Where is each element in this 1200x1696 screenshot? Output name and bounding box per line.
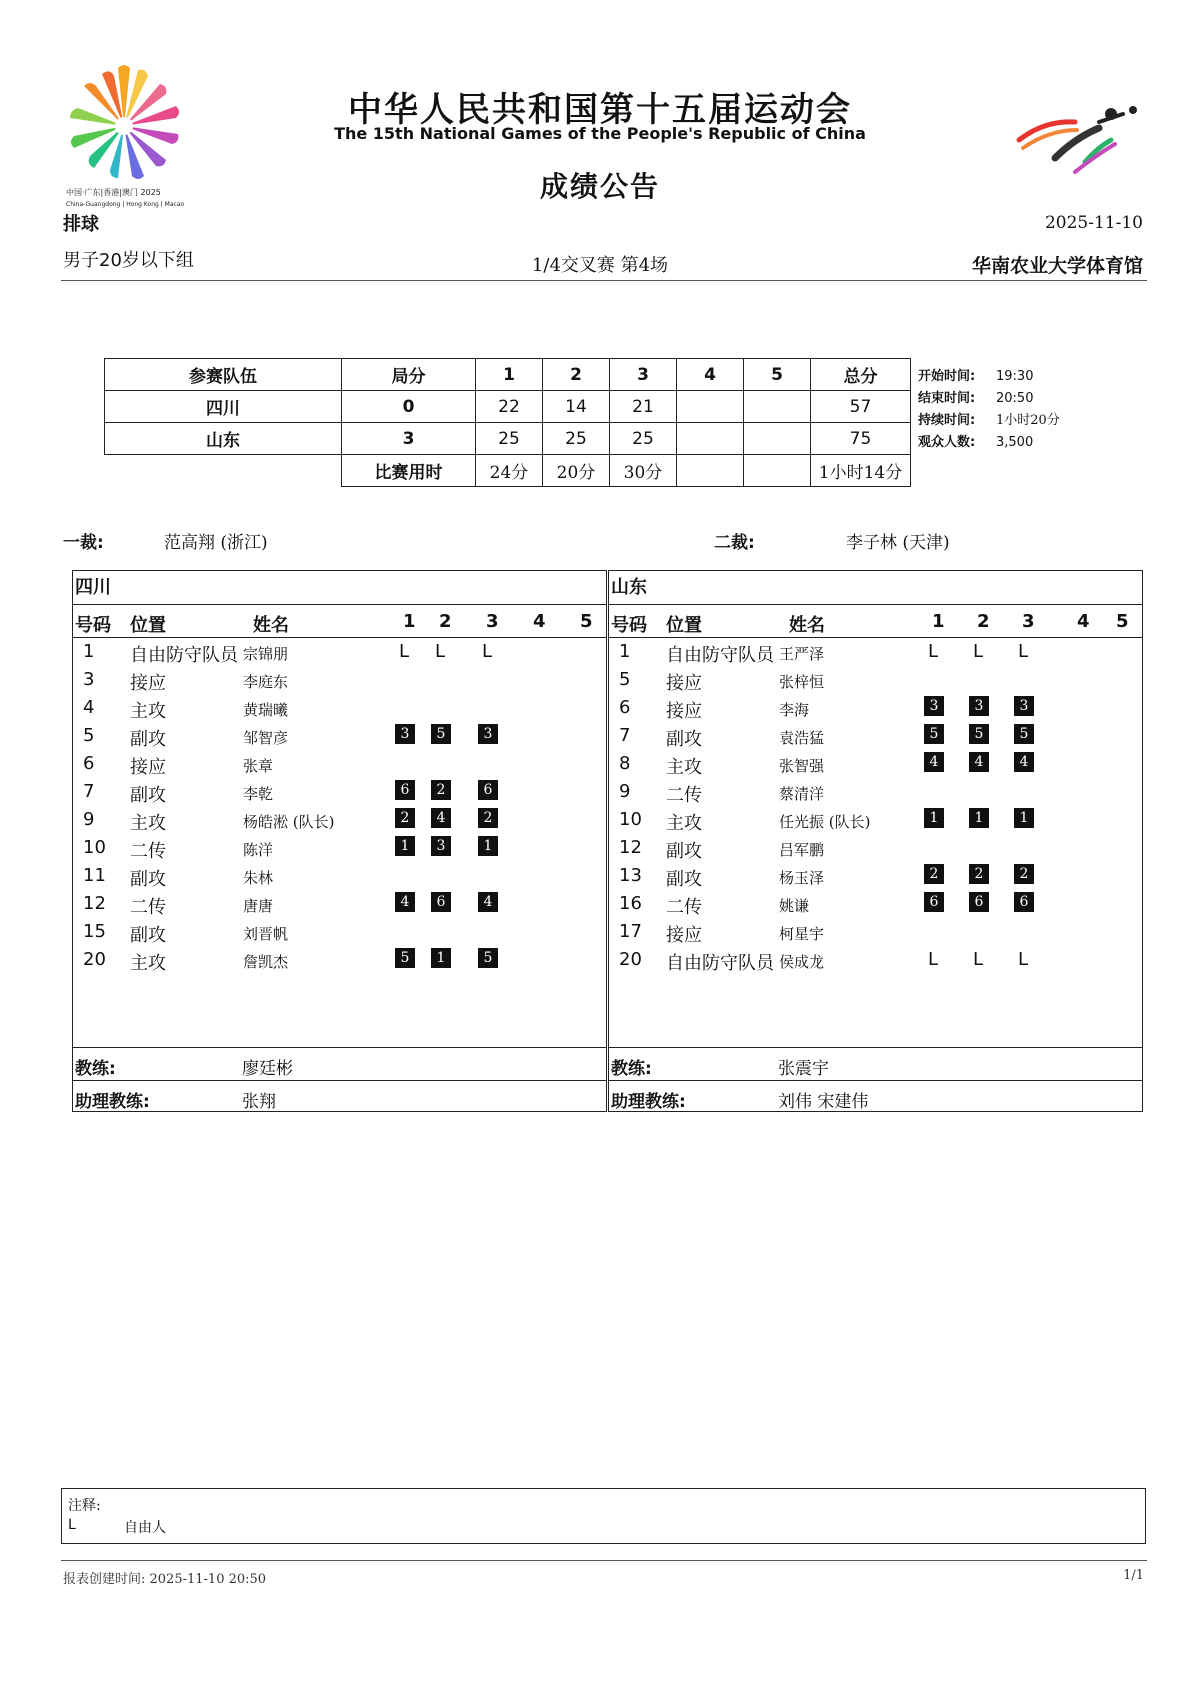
set-score [677, 391, 744, 423]
player-number: 15 [83, 921, 106, 942]
coach-label: 教练: [611, 1059, 652, 1079]
libero-mark: L [928, 949, 939, 970]
libero-mark: L [973, 949, 984, 970]
footer-divider [61, 1560, 1147, 1561]
assistant-coach-name: 刘伟 宋建伟 [778, 1092, 869, 1112]
player-position: 主攻 [666, 813, 702, 834]
panel-team-name: 山东 [609, 571, 1142, 605]
starting-position-box: 3 [969, 696, 989, 716]
player-row [73, 749, 606, 777]
player-name: 邹智彦 [243, 729, 289, 747]
starting-position-box: 1 [478, 836, 498, 856]
starting-position-box: 2 [924, 864, 944, 884]
set-score [744, 391, 811, 423]
starting-position-box: 5 [1014, 724, 1034, 744]
player-number: 1 [619, 641, 631, 662]
libero-mark: L [482, 641, 493, 662]
sets-won: 3 [342, 423, 476, 455]
title-cn: 中华人民共和国第十五届运动会 [348, 90, 852, 130]
player-number: 1 [83, 641, 95, 662]
player-position: 接应 [666, 925, 702, 946]
notes-key: L [68, 1517, 76, 1533]
first-referee: 范高翔 (浙江) [164, 533, 268, 553]
player-name: 唐唐 [243, 897, 274, 915]
starting-position-box: 3 [1014, 696, 1034, 716]
player-position: 接应 [666, 701, 702, 722]
player-number: 12 [619, 837, 642, 858]
panel-team-name: 四川 [73, 571, 606, 605]
player-name: 杨皓淞 (队长) [243, 813, 335, 831]
starting-position-box: 3 [478, 724, 498, 744]
col-team: 参赛队伍 [105, 359, 342, 391]
player-name: 詹凯杰 [243, 953, 289, 971]
libero-mark: L [435, 641, 446, 662]
player-row [73, 665, 606, 693]
starting-position-box: 6 [969, 892, 989, 912]
starting-position-box: 3 [395, 724, 415, 744]
sport: 排球 [63, 214, 99, 235]
first-referee-label: 一裁: [63, 533, 104, 553]
player-name: 黄瑞曦 [243, 701, 289, 719]
player-name: 朱林 [243, 869, 274, 887]
starting-position-box: 6 [395, 780, 415, 800]
player-row [609, 917, 1142, 945]
player-row [609, 637, 1142, 665]
set-score: 25 [610, 423, 677, 455]
player-position: 二传 [130, 841, 166, 862]
player-number: 7 [619, 725, 631, 746]
col-total: 总分 [811, 359, 911, 391]
starting-position-box: 6 [924, 892, 944, 912]
hdr-num: 号码 [611, 615, 647, 636]
end-label: 结束时间: [918, 391, 976, 406]
player-row [609, 693, 1142, 721]
hdr-set4: 4 [533, 611, 546, 632]
player-row [73, 777, 606, 805]
team-name: 四川 [105, 391, 342, 423]
starting-position-box: 4 [395, 892, 415, 912]
player-number: 13 [619, 865, 642, 886]
second-referee-label: 二裁: [714, 533, 755, 553]
duration-label: 持续时间: [918, 413, 976, 428]
roster-rows [73, 637, 606, 973]
player-row [609, 889, 1142, 917]
player-row [73, 805, 606, 833]
starting-position-box: 4 [969, 752, 989, 772]
player-number: 9 [619, 781, 631, 802]
set-duration: 24分 [476, 455, 543, 487]
player-row [609, 861, 1142, 889]
starting-position-box: 1 [1014, 808, 1034, 828]
player-row [73, 721, 606, 749]
player-number: 10 [619, 809, 642, 830]
player-position: 主攻 [666, 757, 702, 778]
roster-header [73, 605, 606, 638]
sets-won: 0 [342, 391, 476, 423]
start-label: 开始时间: [918, 369, 976, 384]
coach-name: 廖廷彬 [242, 1059, 293, 1079]
player-name: 吕军鹏 [779, 841, 825, 859]
player-number: 3 [83, 669, 95, 690]
player-name: 刘晋帆 [243, 925, 289, 943]
starting-position-box: 4 [1014, 752, 1034, 772]
set-score: 21 [610, 391, 677, 423]
roster-header [609, 605, 1142, 638]
score-row [105, 423, 911, 455]
total-duration: 1小时14分 [811, 455, 911, 487]
player-number: 16 [619, 893, 642, 914]
libero-mark: L [399, 641, 410, 662]
player-name: 任光振 (队长) [779, 813, 871, 831]
player-row [609, 945, 1142, 973]
total-score: 75 [811, 423, 911, 455]
col-sets: 局分 [342, 359, 476, 391]
starting-position-box: 4 [478, 892, 498, 912]
coach-name: 张震宇 [778, 1059, 829, 1079]
player-row [609, 805, 1142, 833]
player-position: 主攻 [130, 813, 166, 834]
player-position: 副攻 [130, 785, 166, 806]
player-name: 袁浩猛 [779, 729, 825, 747]
player-number: 11 [83, 865, 106, 886]
player-number: 8 [619, 753, 631, 774]
assistant-coach-label: 助理教练: [611, 1092, 686, 1112]
hdr-pos: 位置 [666, 615, 702, 636]
hdr-set4: 4 [1077, 611, 1090, 632]
starting-position-box: 6 [431, 892, 451, 912]
player-position: 主攻 [130, 701, 166, 722]
starting-position-box: 2 [478, 808, 498, 828]
player-position: 接应 [130, 673, 166, 694]
starting-position-box: 6 [1014, 892, 1034, 912]
bulletin-title: 成绩公告 [539, 170, 660, 203]
player-name: 蔡清洋 [779, 785, 825, 803]
starting-position-box: 5 [395, 948, 415, 968]
player-row [73, 889, 606, 917]
team-panel-sichuan [72, 570, 607, 1112]
player-name: 宗锦朋 [243, 645, 289, 663]
player-position: 副攻 [666, 841, 702, 862]
player-position: 主攻 [130, 953, 166, 974]
hdr-set5: 5 [580, 611, 593, 632]
assistant-coach-label: 助理教练: [75, 1092, 150, 1112]
set-score [744, 423, 811, 455]
player-position: 副攻 [130, 729, 166, 750]
col-s5: 5 [744, 359, 811, 391]
libero-mark: L [1018, 949, 1029, 970]
audience: 3,500 [996, 435, 1034, 450]
player-row [609, 665, 1142, 693]
page-number: 1/1 [1123, 1568, 1144, 1583]
total-score: 57 [811, 391, 911, 423]
set-score: 25 [476, 423, 543, 455]
group: 男子20岁以下组 [63, 250, 194, 271]
libero-mark: L [973, 641, 984, 662]
player-number: 6 [619, 697, 631, 718]
end-time: 20:50 [996, 391, 1034, 406]
player-number: 20 [619, 949, 642, 970]
player-number: 7 [83, 781, 95, 802]
title-en: The 15th National Games of the People's Republic of China [334, 124, 866, 143]
set-duration: 20分 [543, 455, 610, 487]
starting-position-box: 1 [395, 836, 415, 856]
libero-mark: L [928, 641, 939, 662]
report-created: 报表创建时间: 2025-11-10 20:50 [63, 1572, 267, 1587]
hdr-set3: 3 [486, 611, 499, 632]
set-score: 25 [543, 423, 610, 455]
player-number: 6 [83, 753, 95, 774]
player-name: 杨玉泽 [779, 869, 825, 887]
player-row [73, 693, 606, 721]
player-row [609, 777, 1142, 805]
hdr-set5: 5 [1116, 611, 1129, 632]
notes-desc: 自由人 [124, 1520, 166, 1536]
hdr-set2: 2 [977, 611, 990, 632]
player-row [73, 637, 606, 665]
player-name: 柯星宇 [779, 925, 825, 943]
starting-position-box: 1 [924, 808, 944, 828]
set-duration: 30分 [610, 455, 677, 487]
starting-position-box: 2 [969, 864, 989, 884]
score-row [105, 391, 911, 423]
col-s1: 1 [476, 359, 543, 391]
starting-position-box: 3 [924, 696, 944, 716]
team-name: 山东 [105, 423, 342, 455]
set-score [677, 423, 744, 455]
notes-label: 注释: [68, 1498, 101, 1514]
hdr-set1: 1 [403, 611, 416, 632]
coach-row [73, 1047, 606, 1081]
starting-position-box: 2 [395, 808, 415, 828]
col-s4: 4 [677, 359, 744, 391]
starting-position-box: 5 [478, 948, 498, 968]
hdr-set1: 1 [932, 611, 945, 632]
starting-position-box: 4 [431, 808, 451, 828]
starting-position-box: 6 [478, 780, 498, 800]
player-position: 二传 [666, 897, 702, 918]
hdr-set2: 2 [439, 611, 452, 632]
player-position: 自由防守队员 [666, 645, 774, 666]
player-row [73, 833, 606, 861]
venue: 华南农业大学体育馆 [971, 255, 1143, 277]
player-row [609, 749, 1142, 777]
hdr-pos: 位置 [130, 615, 166, 636]
starting-position-box: 1 [431, 948, 451, 968]
logo-text: 中国·广东|香港|澳门 2025 [66, 188, 161, 197]
player-name: 李海 [779, 701, 810, 719]
starting-position-box: 4 [924, 752, 944, 772]
start-time: 19:30 [996, 369, 1034, 384]
player-name: 张智强 [779, 757, 825, 775]
player-name: 陈洋 [243, 841, 274, 859]
player-number: 5 [83, 725, 95, 746]
col-s3: 3 [610, 359, 677, 391]
libero-mark: L [1018, 641, 1029, 662]
coach-label: 教练: [75, 1059, 116, 1079]
second-referee: 李子林 (天津) [846, 533, 950, 553]
player-name: 王严泽 [779, 645, 825, 663]
player-name: 李庭东 [243, 673, 289, 691]
set-score: 22 [476, 391, 543, 423]
coach-row [609, 1047, 1142, 1081]
player-position: 副攻 [666, 729, 702, 750]
set-duration [744, 455, 811, 487]
player-number: 10 [83, 837, 106, 858]
player-name: 侯成龙 [779, 953, 825, 971]
score-table [104, 358, 911, 487]
notes-box [61, 1488, 1146, 1544]
hdr-num: 号码 [75, 615, 111, 636]
starting-position-box: 1 [969, 808, 989, 828]
player-row [73, 861, 606, 889]
player-number: 4 [83, 697, 95, 718]
starting-position-box: 2 [431, 780, 451, 800]
player-row [73, 945, 606, 973]
player-number: 17 [619, 921, 642, 942]
player-number: 12 [83, 893, 106, 914]
player-position: 自由防守队员 [130, 645, 238, 666]
duration: 1小时20分 [996, 413, 1060, 428]
player-position: 接应 [130, 757, 166, 778]
assistant-coach-name: 张翔 [242, 1092, 276, 1112]
player-position: 副攻 [130, 869, 166, 890]
starting-position-box: 5 [924, 724, 944, 744]
duration-row [105, 455, 911, 487]
player-position: 二传 [130, 897, 166, 918]
player-name: 姚谦 [779, 897, 810, 915]
assistant-coach-row [73, 1080, 606, 1114]
player-position: 副攻 [130, 925, 166, 946]
audience-label: 观众人数: [918, 435, 976, 450]
player-name: 张章 [243, 757, 274, 775]
match-times [918, 366, 1060, 454]
team-panel-shandong [608, 570, 1143, 1112]
player-row [609, 721, 1142, 749]
player-position: 二传 [666, 785, 702, 806]
player-number: 5 [619, 669, 631, 690]
player-number: 9 [83, 809, 95, 830]
score-header-row [105, 359, 911, 391]
player-name: 张梓恒 [779, 673, 825, 691]
player-number: 20 [83, 949, 106, 970]
hdr-set3: 3 [1022, 611, 1035, 632]
starting-position-box: 5 [431, 724, 451, 744]
player-row [73, 917, 606, 945]
starting-position-box: 5 [969, 724, 989, 744]
assistant-coach-row [609, 1080, 1142, 1114]
roster-rows [609, 637, 1142, 973]
round: 1/4交叉赛 第4场 [531, 255, 669, 276]
player-position: 接应 [666, 673, 702, 694]
hdr-name: 姓名 [789, 615, 825, 636]
player-name: 李乾 [243, 785, 274, 803]
player-position: 副攻 [666, 869, 702, 890]
duration-label: 比赛用时 [342, 455, 476, 487]
starting-position-box: 2 [1014, 864, 1034, 884]
logo-text-en: China-Guangdong | Hong Kong | Macao [66, 201, 185, 208]
set-score: 14 [543, 391, 610, 423]
col-s2: 2 [543, 359, 610, 391]
player-row [609, 833, 1142, 861]
date: 2025-11-10 [1044, 213, 1143, 233]
starting-position-box: 3 [431, 836, 451, 856]
player-position: 自由防守队员 [666, 953, 774, 974]
header-divider [61, 280, 1147, 281]
set-duration [677, 455, 744, 487]
hdr-name: 姓名 [253, 615, 289, 636]
